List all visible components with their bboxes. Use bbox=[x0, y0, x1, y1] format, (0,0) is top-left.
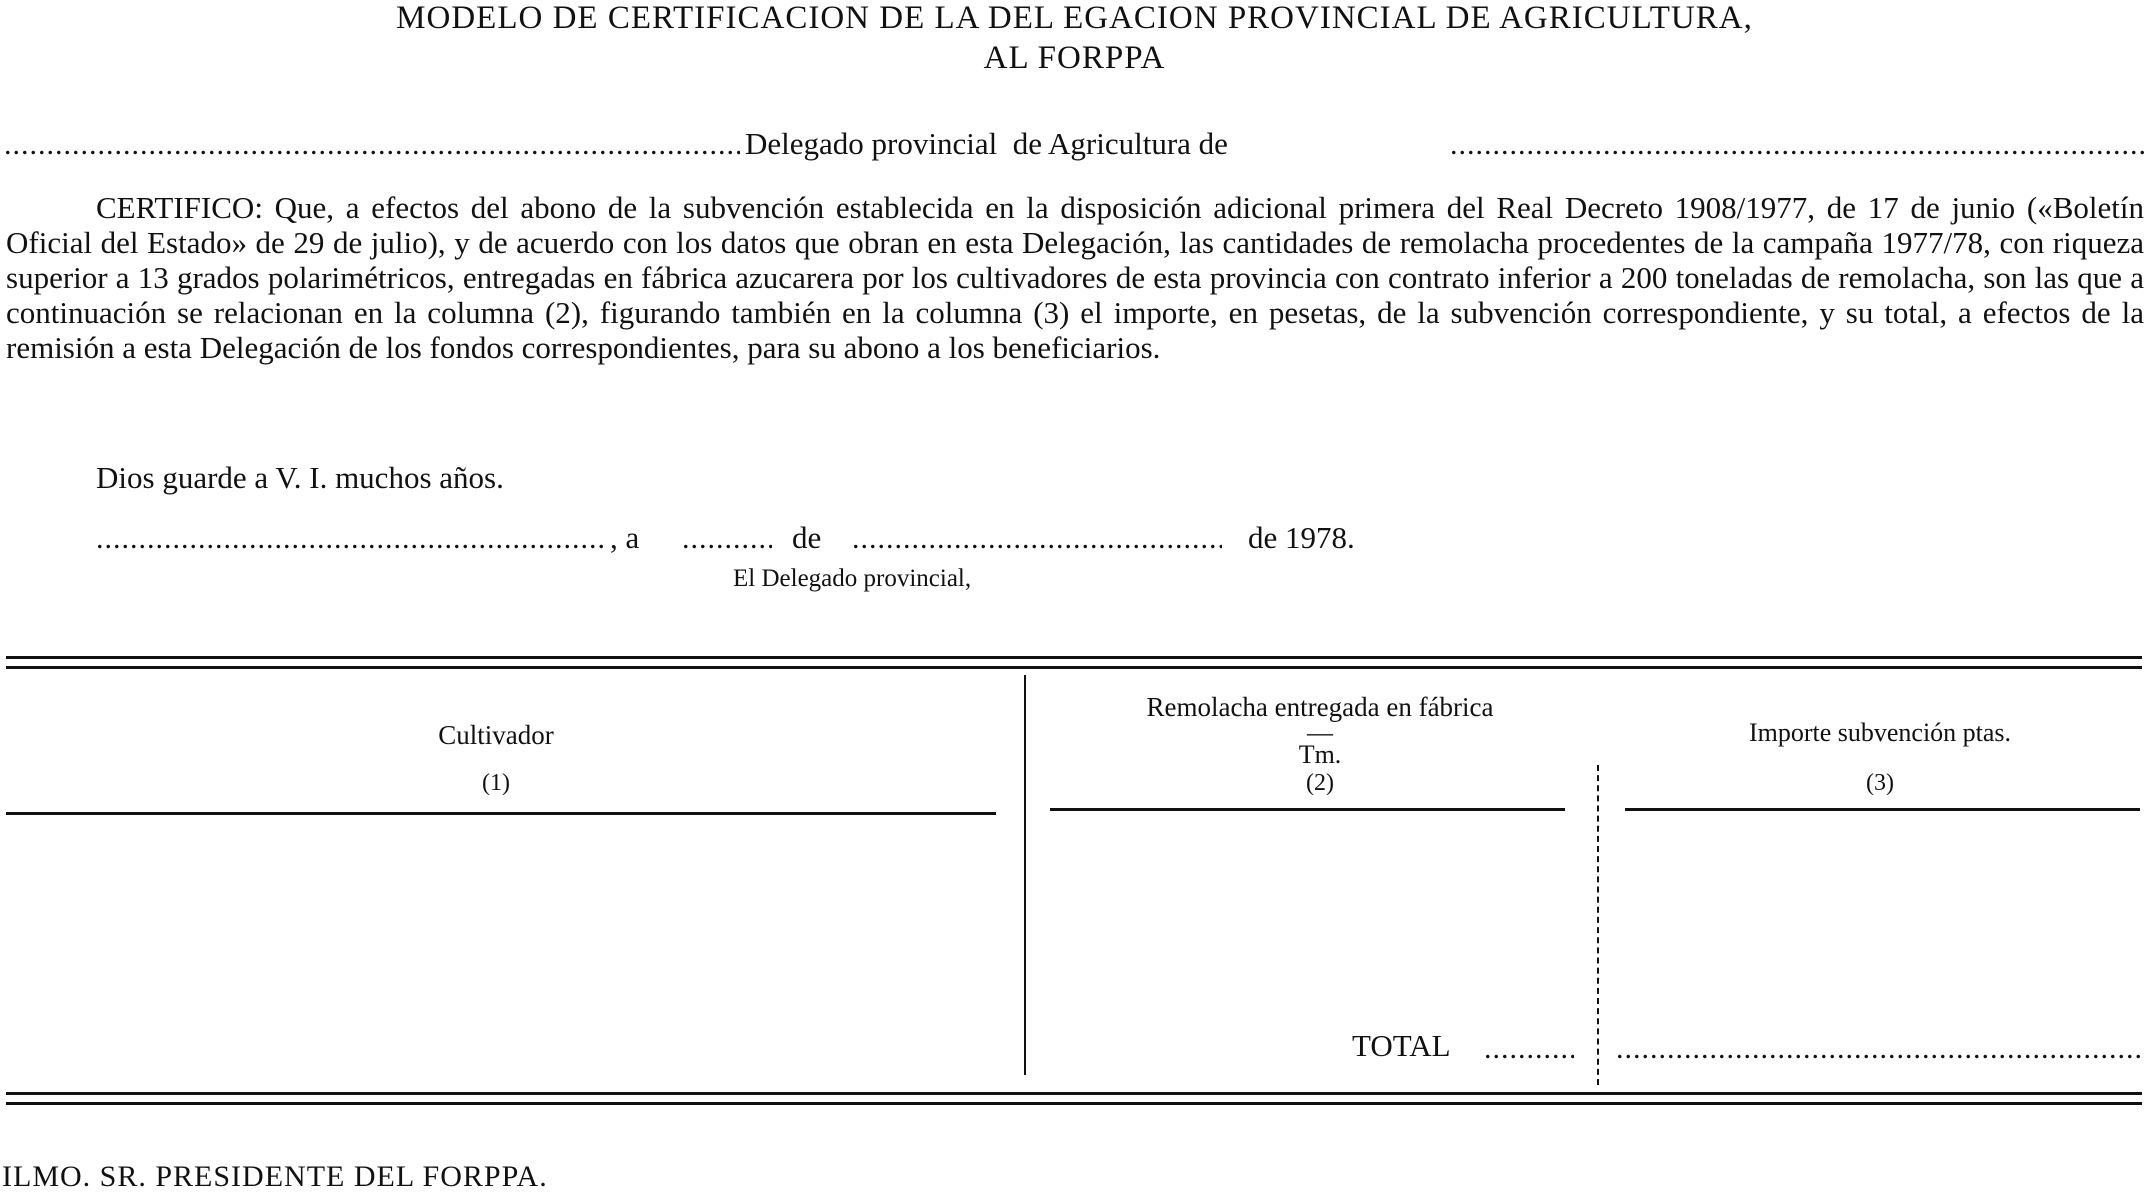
table-bottom-rule-2 bbox=[6, 1102, 2142, 1105]
column-header-importe: Importe subvención ptas. bbox=[1748, 718, 2012, 747]
addressee: ILMO. SR. PRESIDENTE DEL FORPPA. bbox=[2, 1160, 548, 1193]
date-de-label-1: de bbox=[792, 520, 822, 555]
column-header-unit: Tm. bbox=[1298, 740, 1342, 769]
certifico-paragraph: CERTIFICO: Que, a efectos del abono de la subvención establecida en la disposición adicional primera del Real Decreto 1908/1977, de 17 de junio («Boletín Oficial del Estado» de 29 de julio), y de acuerdo con los datos que obran en esta Delegación, las cantidades de remolacha procedentes de la campaña 1977/78, con riqueza superior a 13 grados polarimétricos, entregadas en fábrica azucarera por los cultivadores de esta provincia con contrato inferior a 200 toneladas de remolacha, son las que a continuación se relacionan en la columna (2), figurando también en la columna (3) el importe, en pesetas, de la subvención correspondiente, y su total, a efectos de la remisión a esta Delegación de los fondos correspondientes, para su abono a los beneficiarios. bbox=[6, 190, 2144, 365]
delegate-name-blank bbox=[4, 128, 740, 164]
signature-label: El Delegado provincial, bbox=[733, 565, 972, 592]
column-3-underline bbox=[1625, 808, 2140, 811]
column-number-1: (1) bbox=[482, 770, 510, 796]
column-number-3: (3) bbox=[1866, 770, 1894, 796]
document-title-line1: MODELO DE CERTIFICACION DE LA DEL EGACION PROVINCIAL DE AGRICULTURA, bbox=[396, 0, 1753, 36]
place-blank bbox=[96, 522, 606, 558]
column-header-dash: — bbox=[1307, 718, 1333, 747]
column-1-underline bbox=[6, 812, 996, 815]
table-bottom-rule-1 bbox=[6, 1092, 2142, 1095]
column-divider-2 bbox=[1597, 765, 1599, 1085]
date-a-label: , a bbox=[610, 520, 640, 555]
greeting: Dios guarde a V. I. muchos años. bbox=[96, 460, 504, 495]
delegate-label: Delegado provincial de Agricultura de bbox=[745, 126, 1228, 161]
column-number-2: (2) bbox=[1306, 770, 1334, 796]
total-amount-blank bbox=[1616, 1032, 2144, 1068]
column-header-cultivador: Cultivador bbox=[438, 720, 554, 750]
column-divider-1 bbox=[1024, 675, 1026, 1075]
column-header-remolacha: Remolacha entregada en fábrica bbox=[1146, 692, 1494, 722]
total-leader-dots bbox=[1484, 1032, 1574, 1068]
document-title-line2: AL FORPPA bbox=[983, 40, 1166, 76]
table-top-rule-2 bbox=[6, 666, 2142, 669]
date-de-label-2: de 1978. bbox=[1248, 520, 1355, 555]
day-blank bbox=[682, 522, 772, 558]
column-2-underline bbox=[1050, 808, 1565, 811]
month-blank bbox=[852, 522, 1222, 558]
table-top-rule-1 bbox=[6, 656, 2142, 659]
province-blank bbox=[1450, 128, 2145, 164]
total-label: TOTAL bbox=[1352, 1028, 1451, 1063]
